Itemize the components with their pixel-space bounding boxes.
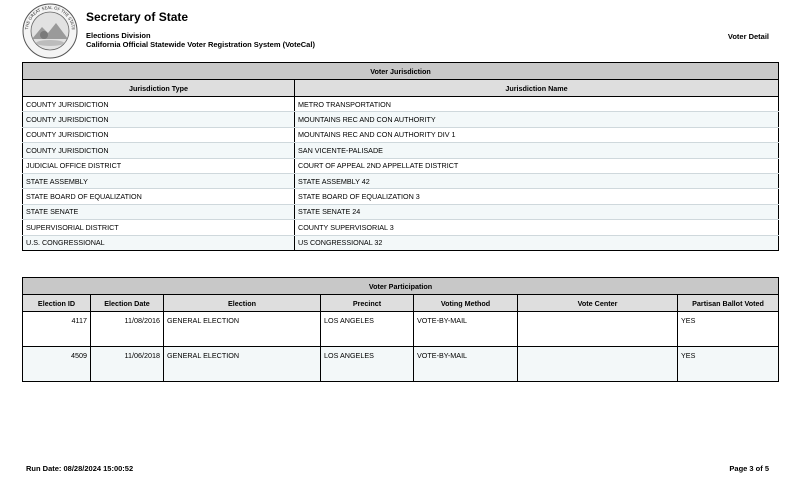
column-header: Vote Center [518, 295, 678, 312]
table-row [23, 312, 779, 347]
jurisdiction-name-cell: STATE SENATE 24 [295, 204, 779, 219]
voter-participation-table [22, 277, 779, 382]
column-header: Election ID [23, 295, 91, 312]
run-date: Run Date: 08/28/2024 15:00:52 [26, 464, 134, 473]
table-row [23, 97, 779, 112]
svg-text:THE GREAT SEAL OF THE STATE OF: THE GREAT SEAL OF THE STATE [24, 4, 77, 31]
election-id-cell: 4117 [23, 312, 91, 347]
system-name: California Official Statewide Voter Registration System (VoteCal) [86, 40, 315, 49]
jurisdiction-name-cell: STATE BOARD OF EQUALIZATION 3 [295, 189, 779, 204]
table-row [23, 158, 779, 173]
column-header: Jurisdiction Type [23, 80, 295, 97]
election-date-cell: 11/08/2016 [91, 312, 164, 347]
voter-jurisdiction-table [22, 62, 779, 251]
table-row [23, 143, 779, 158]
jurisdiction-type-cell: COUNTY JURISDICTION [23, 112, 295, 127]
table-row [23, 127, 779, 142]
election-cell: GENERAL ELECTION [164, 347, 321, 382]
table-row [23, 189, 779, 204]
jurisdiction-type-cell: SUPERVISORIAL DISTRICT [23, 220, 295, 235]
column-header: Precinct [321, 295, 414, 312]
section-title: Voter Jurisdiction [23, 63, 779, 80]
jurisdiction-type-cell: JUDICIAL OFFICE DISTRICT [23, 158, 295, 173]
column-header: Election Date [91, 295, 164, 312]
vote-center-cell [518, 312, 678, 347]
table-row [23, 112, 779, 127]
table-row [23, 220, 779, 235]
jurisdiction-name-cell: METRO TRANSPORTATION [295, 97, 779, 112]
jurisdiction-name-cell: MOUNTAINS REC AND CON AUTHORITY DIV 1 [295, 127, 779, 142]
state-seal-logo [22, 3, 78, 59]
jurisdiction-type-cell: U.S. CONGRESSIONAL [23, 235, 295, 250]
division-name: Elections Division [86, 31, 151, 40]
jurisdiction-type-cell: COUNTY JURISDICTION [23, 97, 295, 112]
jurisdiction-type-cell: STATE SENATE [23, 204, 295, 219]
jurisdiction-type-cell: COUNTY JURISDICTION [23, 143, 295, 158]
jurisdiction-name-cell: SAN VICENTE-PALISADE [295, 143, 779, 158]
voting-method-cell: VOTE-BY-MAIL [414, 347, 518, 382]
precinct-cell: LOS ANGELES [321, 347, 414, 382]
jurisdiction-name-cell: COUNTY SUPERVISORIAL 3 [295, 220, 779, 235]
jurisdiction-type-cell: COUNTY JURISDICTION [23, 127, 295, 142]
partisan-ballot-cell: YES [678, 312, 779, 347]
jurisdiction-type-cell: STATE ASSEMBLY [23, 173, 295, 188]
voting-method-cell: VOTE-BY-MAIL [414, 312, 518, 347]
report-type-label: Voter Detail [727, 32, 769, 41]
table-row [23, 347, 779, 382]
jurisdiction-name-cell: COURT OF APPEAL 2ND APPELLATE DISTRICT [295, 158, 779, 173]
section-title: Voter Participation [23, 278, 779, 295]
column-header: Jurisdiction Name [295, 80, 779, 97]
page-title: Secretary of State [86, 10, 189, 24]
election-cell: GENERAL ELECTION [164, 312, 321, 347]
election-id-cell: 4509 [23, 347, 91, 382]
table-row [23, 173, 779, 188]
column-header: Partisan Ballot Voted [678, 295, 779, 312]
column-header: Election [164, 295, 321, 312]
precinct-cell: LOS ANGELES [321, 312, 414, 347]
partisan-ballot-cell: YES [678, 347, 779, 382]
jurisdiction-type-cell: STATE BOARD OF EQUALIZATION [23, 189, 295, 204]
vote-center-cell [518, 347, 678, 382]
table-row [23, 204, 779, 219]
jurisdiction-name-cell: US CONGRESSIONAL 32 [295, 235, 779, 250]
page-number: Page 3 of 5 [729, 464, 769, 473]
jurisdiction-name-cell: STATE ASSEMBLY 42 [295, 173, 779, 188]
column-header: Voting Method [414, 295, 518, 312]
table-row [23, 235, 779, 250]
jurisdiction-name-cell: MOUNTAINS REC AND CON AUTHORITY [295, 112, 779, 127]
election-date-cell: 11/06/2018 [91, 347, 164, 382]
